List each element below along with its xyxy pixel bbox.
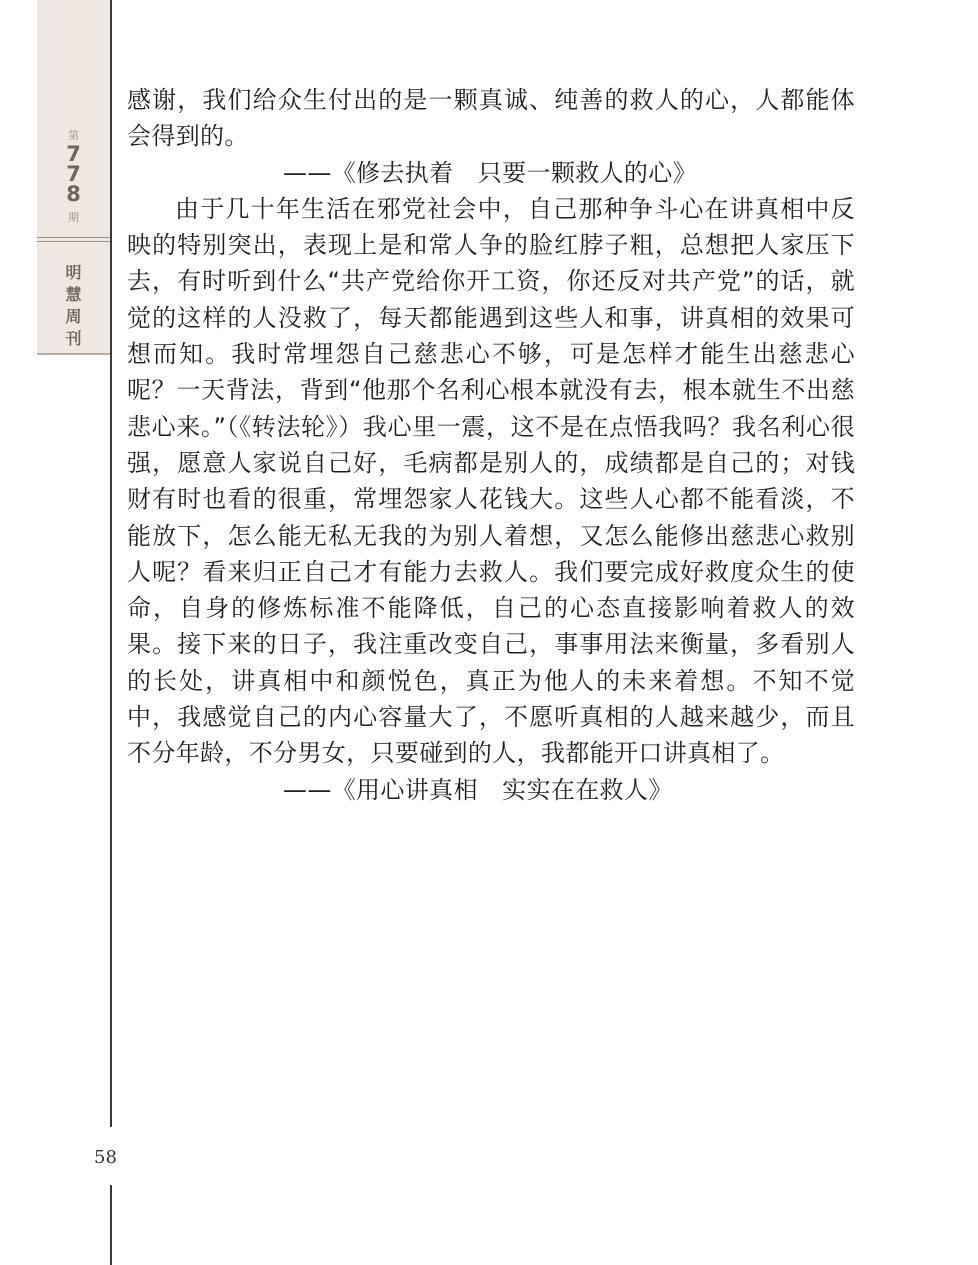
sidebar-divider bbox=[37, 237, 110, 238]
issue-prefix: 第 bbox=[68, 129, 79, 142]
article-source: ——《用心讲真相 实实在在救人》 bbox=[283, 775, 673, 804]
sidebar-divider-2 bbox=[37, 241, 110, 242]
magazine-name-char: 周 bbox=[65, 307, 82, 326]
article-paragraph: 由于几十年生活在邪党社会中，自己那种争斗心在讲真相中反映的特别突出，表现上是和常人争的脸红脖子粗，总想把人家压下去，有时听到什么“共产党给你开工资，你还反对共产党”的话，就觉的这样的人没救了，每天都能遇到这些人和事，讲真相的效果可想而知。我时常埋怨自己慈悲心不够，可是怎样才能生出慈悲心呢？一天背法，背到“他那个名利心根本就没有去，根本就生不出慈悲心来。”（《转法轮》）我心里一震，这不是在点悟我吗？我名利心很强，愿意人家说自己好，毛病都是别人的，成绩都是自己的；对钱财有时也看的很重，常埋怨家人花钱大。这些人心都不能看淡，不能放下，怎么能无私无我的为别人着想，又怎么能修出慈悲心救别人呢？看来归正自己才有能力去救人。我们要完成好救度众生的使命，自身的修炼标准不能降低，自己的心态直接影响着救人的效果。接下来的日子，我注重改变自己，事事用法来衡量，多看别人的长处，讲真相中和颜悦色，真正为他人的未来着想。不知不觉中，我感觉自己的内心容量大了，不愿听真相的人越来越少，而且不分年龄，不分男女，只要碰到的人，我都能开口讲真相了。 bbox=[127, 194, 855, 768]
issue-number-digit: 7 bbox=[66, 162, 81, 186]
magazine-name bbox=[37, 262, 110, 350]
magazine-name-char: 慧 bbox=[65, 285, 82, 304]
magazine-name-char: 明 bbox=[65, 263, 82, 282]
page-margin-line bbox=[110, 0, 112, 1127]
issue-number bbox=[37, 144, 110, 204]
issue-number-digit: 7 bbox=[66, 142, 81, 166]
article-body bbox=[127, 82, 855, 808]
page-margin-line-lower bbox=[110, 1185, 112, 1265]
issue-number-digit: 8 bbox=[66, 182, 81, 206]
sidebar-tab bbox=[37, 0, 110, 355]
issue-suffix: 期 bbox=[68, 211, 79, 224]
page-number: 58 bbox=[94, 1147, 117, 1168]
article-source: ——《修去执着 只要一颗救人的心》 bbox=[283, 158, 697, 187]
magazine-name-char: 刊 bbox=[65, 329, 82, 348]
article-paragraph: 感谢，我们给众生付出的是一颗真诚、纯善的救人的心，人都能体会得到的。 bbox=[127, 86, 855, 151]
